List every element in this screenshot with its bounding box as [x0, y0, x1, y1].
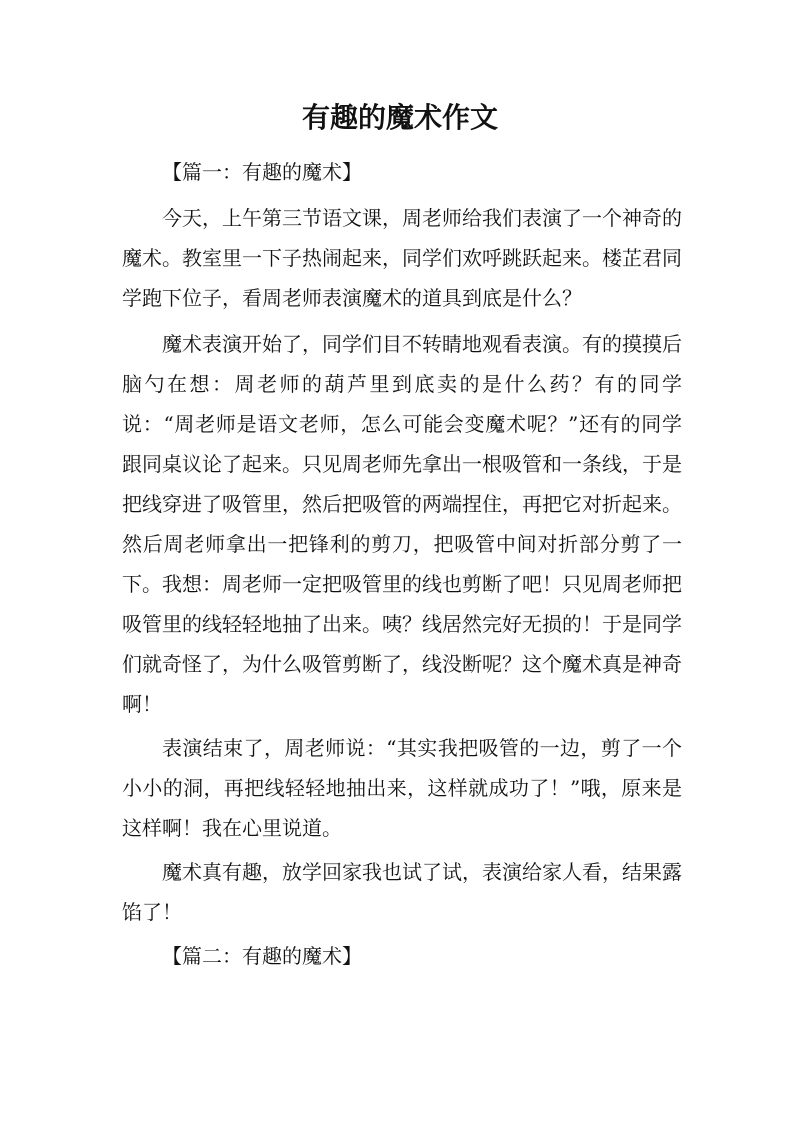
paragraph-3: 表演结束了，周老师说：“其实我把吸管的一边，剪了一个小小的洞，再把线轻轻地抽出来，这样就成功了！”哦，原来是这样啊！我在心里说道。: [122, 736, 682, 840]
paragraph-2: 魔术表演开始了，同学们目不转睛地观看表演。有的摸摸后脑勺在想：周老师的葫芦里到底卖的是什么药？有的同学说：“周老师是语文老师，怎么可能会变魔术呢？”还有的同学跟同桌议论了起来。只见周老师先拿出一根吸管和一条线，于是把线穿进了吸管里，然后把吸管的两端捏住，再把它对折起来。然后周老师拿出一把锋利的剪刀，把吸管中间对折部分剪了一下。我想：周老师一定把吸管里的线也剪断了吧！只见周老师把吸管里的线轻轻地抽了出来。咦？线居然完好无损的！于是同学们就奇怪了，为什么吸管剪断了，线没断呢？这个魔术真是神奇啊！: [122, 332, 682, 716]
paragraph-1: 今天，上午第三节语文课，周老师给我们表演了一个神奇的魔术。教室里一下子热闹起来，同学们欢呼跳跃起来。楼芷君同学跑下位子，看周老师表演魔术的道具到底是什么？: [122, 206, 682, 310]
section-heading-1: 【篇一：有趣的魔术】: [162, 160, 362, 184]
section-heading-2: 【篇二：有趣的魔术】: [162, 944, 362, 968]
document-title: 有趣的魔术作文: [301, 101, 498, 134]
document-body: [122, 152, 682, 976]
paragraph-4: 魔术真有趣，放学回家我也试了试，表演给家人看，结果露馅了！: [122, 860, 682, 924]
